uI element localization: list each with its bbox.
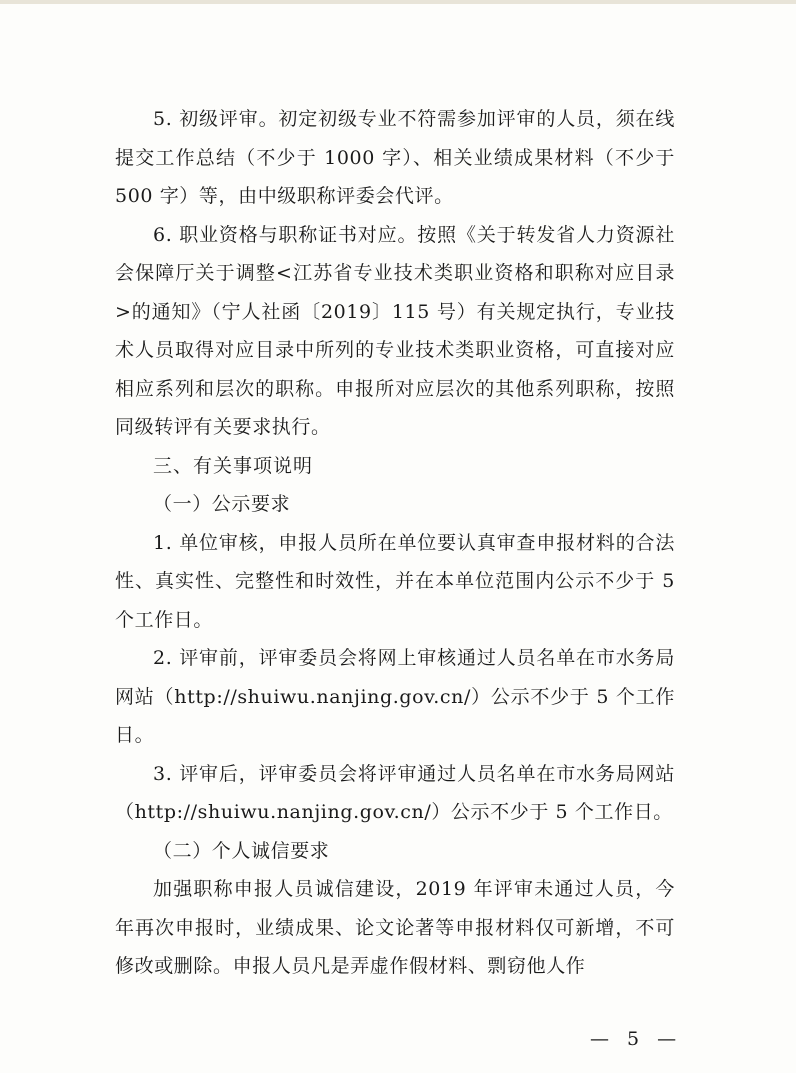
scan-edge [0, 0, 796, 4]
publicity-item-1: 1. 单位审核，申报人员所在单位要认真审查申报材料的合法性、真实性、完整性和时效性，并在本单位范围内公示不少于 5 个工作日。 [115, 531, 675, 631]
publicity-item-2: 2. 评审前，评审委员会将网上审核通过人员名单在市水务局网站（http://shuiwu.nanjing.gov.cn/）公示不少于 5 个工作日。 [115, 647, 675, 746]
section-heading: 三、有关事项说明 [153, 454, 314, 477]
subsection-heading-integrity: （二）个人诚信要求 [153, 839, 330, 862]
document-body [115, 100, 675, 986]
paragraph-item-6: 6. 职业资格与职称证书对应。按照《关于转发省人力资源社会保障厅关于调整<江苏省专业技术类职业资格和职称对应目录>的通知》（宁人社函〔2019〕115 号）有关规定执行，专业技术人员取得对应目录中所列的专业技术类职业资格，可直接对应相应系列和层次的职称。申报所对应层次的其他系列职称，按照同级转评有关要求执行。 [115, 223, 675, 438]
page-number: — 5 — [590, 1028, 683, 1050]
integrity-paragraph: 加强职称申报人员诚信建设，2019 年评审未通过人员，今年再次申报时，业绩成果、论文论著等申报材料仅可新增，不可修改或删除。申报人员凡是弄虚作假材料、剽窃他人作 [115, 878, 675, 977]
paragraph-item-5: 5. 初级评审。初定初级专业不符需参加评审的人员，须在线提交工作总结（不少于 1000 字）、相关业绩成果材料（不少于 500 字）等，由中级职称评委会代评。 [115, 108, 675, 207]
publicity-item-3: 3. 评审后，评审委员会将评审通过人员名单在市水务局网站（http://shuiwu.nanjing.gov.cn/）公示不少于 5 个工作日。 [115, 762, 675, 823]
subsection-heading-publicity: （一）公示要求 [153, 493, 291, 515]
